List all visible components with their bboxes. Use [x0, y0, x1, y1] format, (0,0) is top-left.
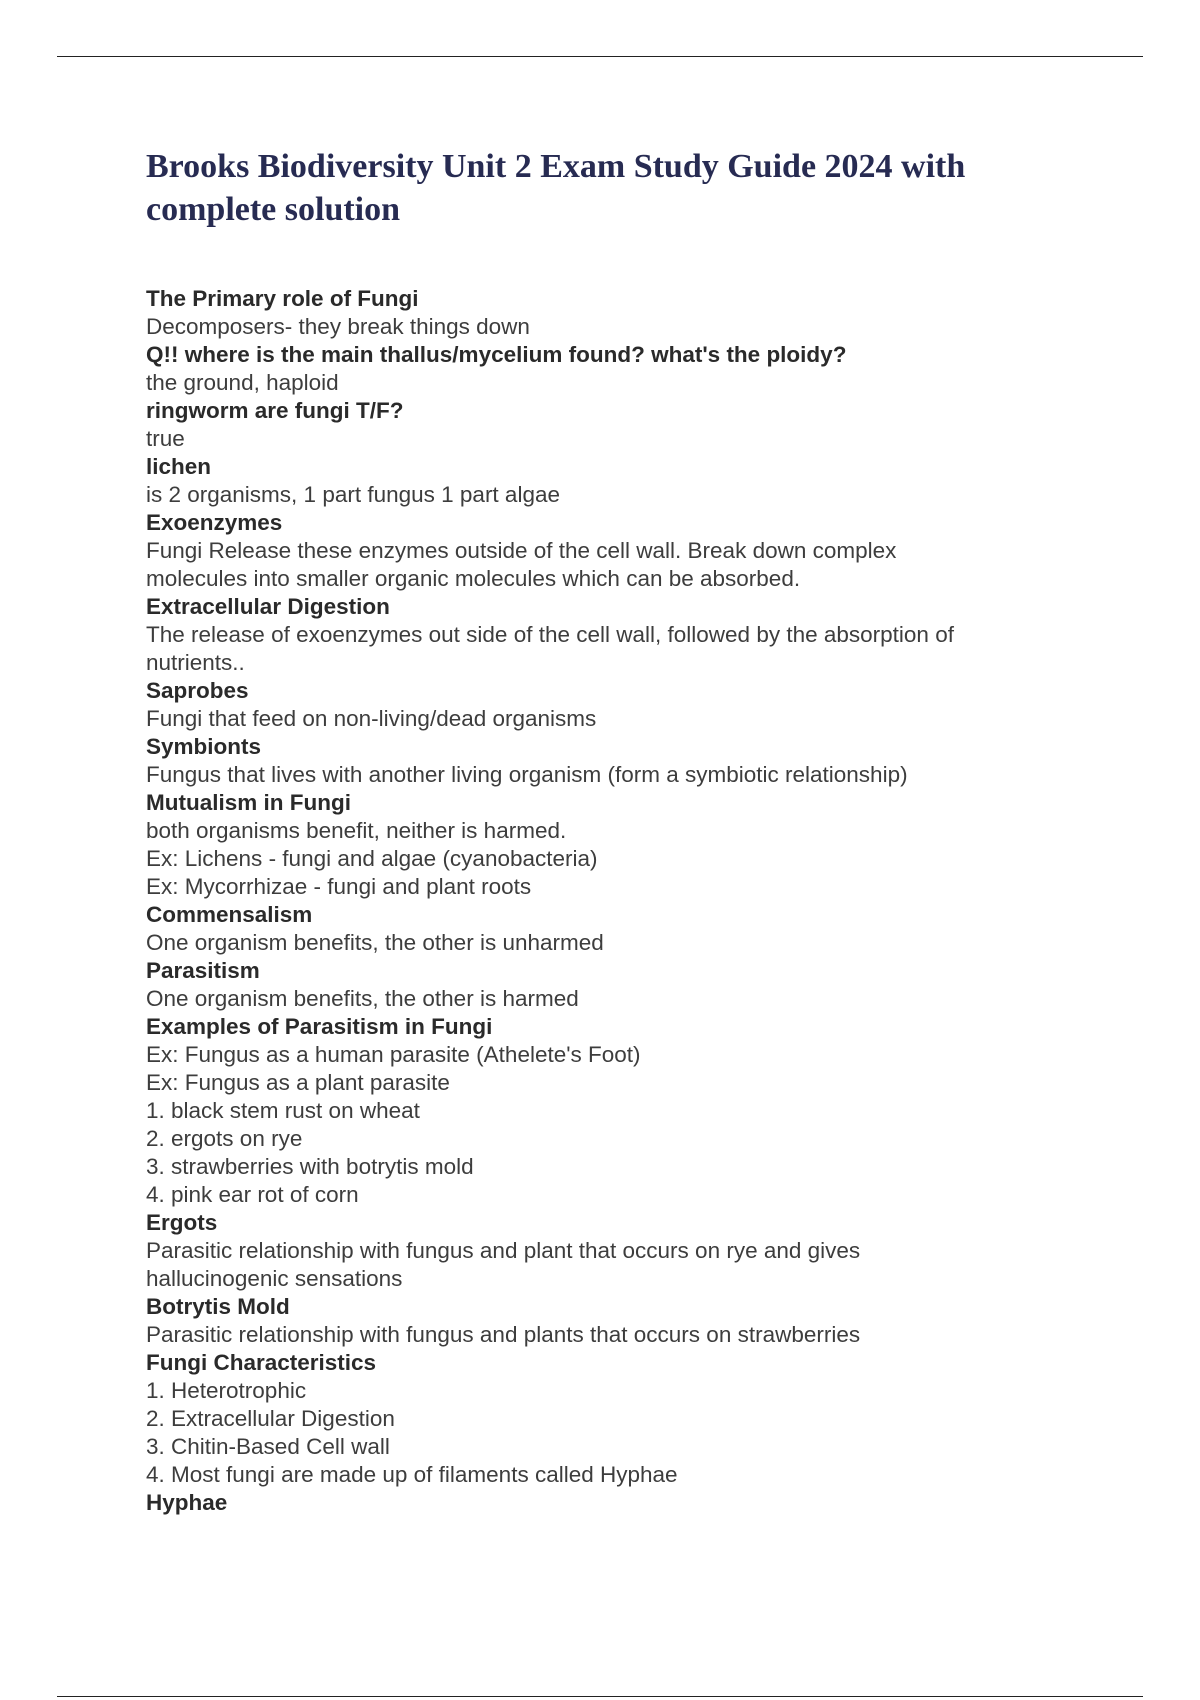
definition-line: One organism benefits, the other is harmed	[146, 986, 579, 1011]
definition-line: Fungi Release these enzymes outside of the cell wall. Break down complex	[146, 538, 897, 563]
entry-term: Fungi Characteristics	[146, 1350, 377, 1375]
entry-term: The Primary role of Fungi	[146, 286, 419, 311]
definition-line: the ground, haploid	[146, 370, 339, 395]
study-entry	[146, 593, 1046, 677]
entry-term: Parasitism	[146, 958, 260, 983]
entry-term: Hyphae	[146, 1490, 228, 1515]
entry-definition	[146, 1377, 1046, 1489]
study-entry	[146, 1013, 1046, 1209]
definition-line: One organism benefits, the other is unharmed	[146, 930, 604, 955]
entry-definition	[146, 621, 1046, 677]
entry-definition	[146, 425, 1046, 453]
entry-definition	[146, 1321, 1046, 1349]
study-entry	[146, 957, 1046, 1013]
definition-line: nutrients..	[146, 650, 245, 675]
definition-line: 1. black stem rust on wheat	[146, 1098, 420, 1123]
study-entry	[146, 1293, 1046, 1349]
definition-line: The release of exoenzymes out side of the cell wall, followed by the absorption of	[146, 622, 954, 647]
definition-line: Fungus that lives with another living organism (form a symbiotic relationship)	[146, 762, 908, 787]
entry-definition	[146, 1041, 1046, 1209]
study-entry	[146, 789, 1046, 901]
entry-definition	[146, 369, 1046, 397]
study-entry	[146, 677, 1046, 733]
study-entry	[146, 341, 1046, 397]
study-entry	[146, 509, 1046, 593]
document-title: Brooks Biodiversity Unit 2 Exam Study Guide 2024 with complete solution	[146, 148, 966, 228]
entry-term: lichen	[146, 454, 212, 479]
study-entry	[146, 901, 1046, 957]
definition-line: is 2 organisms, 1 part fungus 1 part algae	[146, 482, 560, 507]
entry-term: Commensalism	[146, 902, 313, 927]
definition-line: 2. Extracellular Digestion	[146, 1406, 395, 1431]
entry-term: Ergots	[146, 1210, 218, 1235]
definition-line: Parasitic relationship with fungus and plants that occurs on strawberries	[146, 1322, 861, 1347]
entry-definition	[146, 313, 1046, 341]
entry-definition	[146, 929, 1046, 957]
entry-term: ringworm are fungi T/F?	[146, 398, 404, 423]
definition-line: 4. pink ear rot of corn	[146, 1182, 359, 1207]
entry-definition	[146, 481, 1046, 509]
entry-term: Extracellular Digestion	[146, 594, 390, 619]
definition-line: Ex: Fungus as a human parasite (Athelete's Foot)	[146, 1042, 641, 1067]
entry-definition	[146, 537, 1046, 593]
top-divider	[57, 56, 1143, 57]
entry-definition	[146, 817, 1046, 901]
study-entry	[146, 733, 1046, 789]
study-entry	[146, 453, 1046, 509]
definition-line: 4. Most fungi are made up of filaments called Hyphae	[146, 1462, 678, 1487]
definition-line: Parasitic relationship with fungus and plant that occurs on rye and gives	[146, 1238, 861, 1263]
entry-definition	[146, 705, 1046, 733]
entry-definition	[146, 1237, 1046, 1293]
definition-line: Ex: Fungus as a plant parasite	[146, 1070, 450, 1095]
definition-line: true	[146, 426, 185, 451]
entry-term: Examples of Parasitism in Fungi	[146, 1014, 493, 1039]
definition-line: 1. Heterotrophic	[146, 1378, 307, 1403]
entry-term: Mutualism in Fungi	[146, 790, 351, 815]
definition-line: Fungi that feed on non-living/dead organisms	[146, 706, 597, 731]
definition-line: both organisms benefit, neither is harmed.	[146, 818, 567, 843]
study-entry	[146, 1209, 1046, 1293]
study-entry	[146, 1489, 1046, 1517]
study-entry	[146, 285, 1046, 341]
entry-definition	[146, 985, 1046, 1013]
definition-line: Ex: Lichens - fungi and algae (cyanobacteria)	[146, 846, 598, 871]
entry-term: Saprobes	[146, 678, 249, 703]
definition-line: hallucinogenic sensations	[146, 1266, 403, 1291]
entry-term: Botrytis Mold	[146, 1294, 290, 1319]
definition-line: 3. Chitin-Based Cell wall	[146, 1434, 390, 1459]
entry-definition	[146, 761, 1046, 789]
study-guide-content	[146, 285, 1046, 1517]
study-entry	[146, 397, 1046, 453]
definition-line: Ex: Mycorrhizae - fungi and plant roots	[146, 874, 532, 899]
study-entry	[146, 1349, 1046, 1489]
entry-term: Q!! where is the main thallus/mycelium found? what's the ploidy?	[146, 342, 847, 367]
definition-line: 3. strawberries with botrytis mold	[146, 1154, 474, 1179]
entry-term: Symbionts	[146, 734, 262, 759]
definition-line: molecules into smaller organic molecules which can be absorbed.	[146, 566, 801, 591]
entry-term: Exoenzymes	[146, 510, 283, 535]
bottom-divider	[57, 1696, 1143, 1697]
definition-line: Decomposers- they break things down	[146, 314, 530, 339]
definition-line: 2. ergots on rye	[146, 1126, 303, 1151]
